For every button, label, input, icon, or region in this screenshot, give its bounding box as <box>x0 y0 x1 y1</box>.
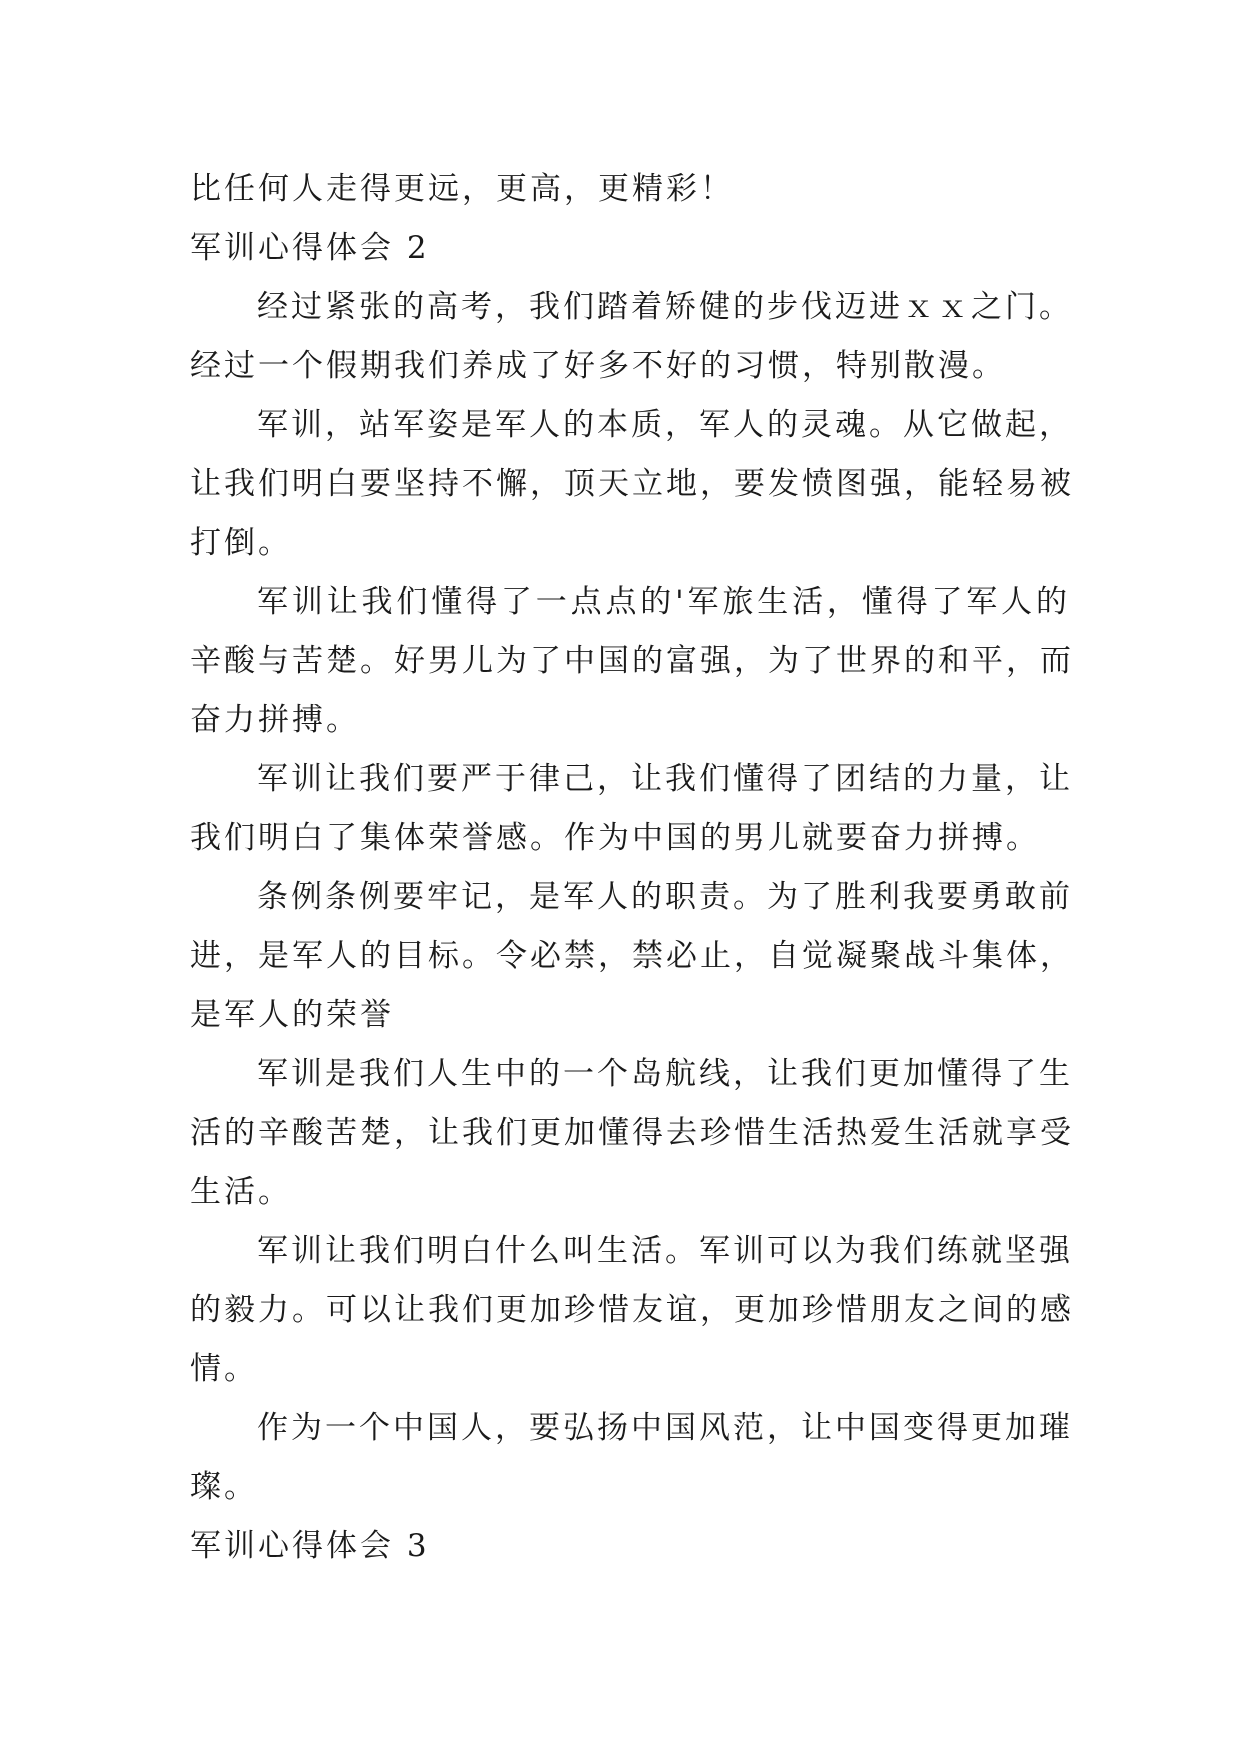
paragraph <box>190 396 1074 573</box>
paragraph-line: 奋力拼搏。 <box>190 702 360 738</box>
paragraph-line: 条例条例要牢记，是军人的职责。为了胜利我要勇敢前 <box>257 879 1073 915</box>
paragraph-line: 军训让我们明白什么叫生活。军训可以为我们练就坚强 <box>257 1233 1073 1269</box>
paragraph-line: 经过紧张的高考，我们踏着矫健的步伐迈进ｘｘ之门。 <box>257 289 1073 325</box>
paragraph <box>190 1222 1074 1399</box>
paragraph-line: 生活。 <box>190 1174 292 1210</box>
section-heading-3: 军训心得体会 3 <box>190 1528 430 1564</box>
paragraph-line: 经过一个假期我们养成了好多不好的习惯，特别散漫。 <box>190 348 1006 384</box>
paragraph-line: 军训是我们人生中的一个岛航线，让我们更加懂得了生 <box>257 1056 1073 1092</box>
document-body <box>190 160 1074 1576</box>
paragraph <box>190 278 1073 396</box>
opening-line: 比任何人走得更远，更高，更精彩！ <box>190 171 734 207</box>
paragraph-line: 情。 <box>190 1351 258 1387</box>
paragraph-line: 打倒。 <box>190 525 292 561</box>
paragraph-line: 进，是军人的目标。令必禁，禁必止，自觉凝聚战斗集体， <box>190 938 1074 974</box>
paragraph <box>190 573 1074 750</box>
paragraph <box>190 750 1073 868</box>
paragraph <box>190 1045 1074 1222</box>
paragraph-line: 的毅力。可以让我们更加珍惜友谊，更加珍惜朋友之间的感 <box>190 1292 1074 1328</box>
paragraph-line: 军训，站军姿是军人的本质，军人的灵魂。从它做起， <box>257 407 1073 443</box>
paragraph-line: 让我们明白要坚持不懈，顶天立地，要发愤图强，能轻易被 <box>190 466 1074 502</box>
paragraph-line: 活的辛酸苦楚，让我们更加懂得去珍惜生活热爱生活就享受 <box>190 1115 1074 1151</box>
paragraph-line: 我们明白了集体荣誉感。作为中国的男儿就要奋力拼搏。 <box>190 820 1040 856</box>
paragraph <box>190 1399 1073 1517</box>
section-heading-2: 军训心得体会 2 <box>190 230 430 266</box>
paragraph <box>190 868 1074 1045</box>
paragraph-line: 是军人的荣誉 <box>190 997 394 1033</box>
paragraph-line: 作为一个中国人，要弘扬中国风范，让中国变得更加璀 <box>257 1410 1073 1446</box>
paragraph-line: 璨。 <box>190 1469 258 1505</box>
paragraph-line: 军训让我们懂得了一点点的'军旅生活，懂得了军人的 <box>257 584 1070 620</box>
paragraph-line: 辛酸与苦楚。好男儿为了中国的富强，为了世界的和平，而 <box>190 643 1074 679</box>
paragraph-line: 军训让我们要严于律己，让我们懂得了团结的力量，让 <box>257 761 1073 797</box>
